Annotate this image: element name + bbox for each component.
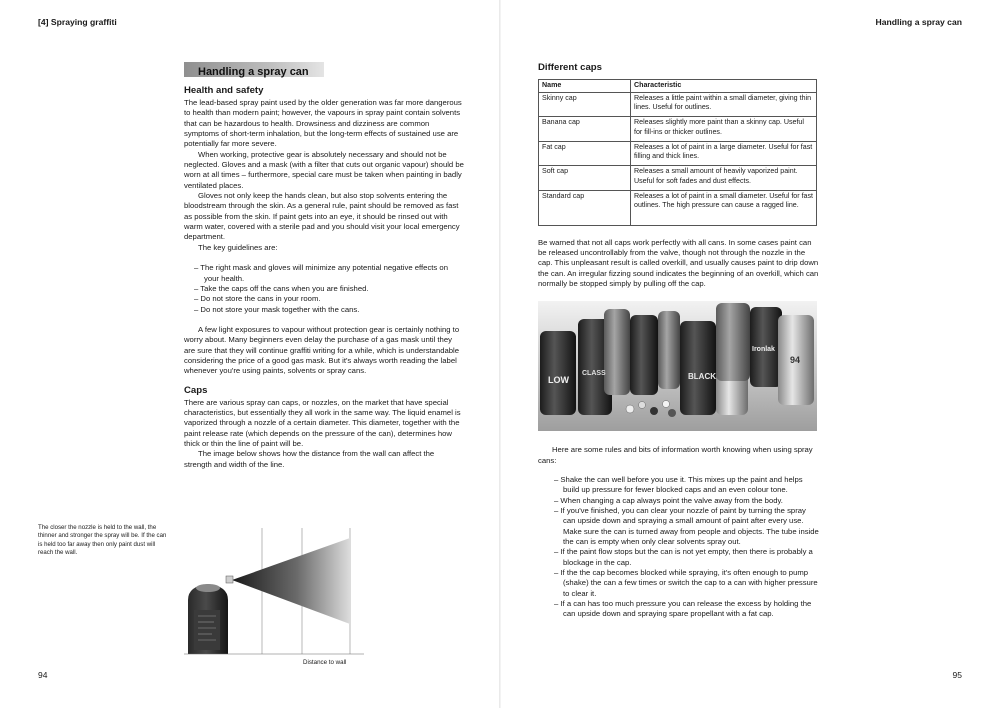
- page-number-right: 95: [952, 670, 962, 680]
- rules-intro: Here are some rules and bits of information worth knowing when using spray cans:: [538, 445, 813, 465]
- spray-cap: [663, 401, 670, 408]
- table-row: [539, 92, 817, 117]
- health-paragraph-1: The lead-based spray paint used by the older generation was far more dangerous to health than modern paint; however, the vapours in spray paint contain solvents that can be hazardous to health. Drowsiness and dizziness are common symptoms of short-term inhalation, but the long-term effects of sustained use are potentially far more severe.: [184, 98, 462, 149]
- spray-cap: [668, 409, 676, 417]
- caps-paragraph-2: The image below shows how the distance from the wall can affect the strength and width of the line.: [184, 449, 435, 469]
- table-row: [539, 141, 817, 166]
- table-row: [539, 190, 817, 225]
- guidelines-list: [184, 263, 464, 315]
- list-item: – If a can has too much pressure you can release the excess by holding the can upside down and spraying spare propellant with a fat cap.: [554, 599, 812, 619]
- diagram-caption: Distance to wall: [303, 659, 347, 666]
- can-label-black: BLACK: [688, 372, 716, 382]
- spray-cone: [232, 538, 350, 624]
- spray-can-6: [680, 321, 716, 415]
- column-header-characteristic: Characteristic: [631, 80, 817, 93]
- table-header-row: [539, 80, 817, 93]
- cap-name: Banana cap: [539, 117, 631, 142]
- cap-name: Standard cap: [539, 190, 631, 225]
- section-title-bar: [184, 62, 324, 77]
- spray-cap: [639, 402, 646, 409]
- list-item: – Do not store your mask together with the cans.: [194, 304, 360, 314]
- spray-distance-diagram: [184, 518, 364, 670]
- list-item: – When changing a cap always point the valve away from the body.: [554, 495, 783, 505]
- list-item: – Take the caps off the cans when you are finished.: [194, 283, 369, 293]
- can-label-94: 94: [790, 355, 801, 366]
- caps-table: [538, 79, 817, 226]
- can-shoulder: [196, 584, 220, 592]
- running-head-right: Handling a spray can: [875, 17, 962, 27]
- section-title: Handling a spray can: [198, 66, 309, 78]
- health-paragraph-4: A few light exposures to vapour without protection gear is certainly nothing to worry about. Many beginners even delay the purchase of a gas mask until they are sure that they will continue graffiti writing for a while, which is understandable considering the price of a good gas mask. But it's always worth reading the label whenever you're using paints, solvents or spray cans.: [184, 324, 460, 376]
- spray-can-8: [716, 303, 750, 381]
- different-caps-heading: Different caps: [538, 62, 602, 73]
- spray-can-1: [540, 331, 576, 415]
- table-row: [539, 166, 817, 191]
- caps-heading: Caps: [184, 384, 208, 396]
- health-heading: Health and safety: [184, 85, 264, 96]
- caps-paragraph-1: There are various spray can caps, or nozzles, on the market that have special characteristics, but essentially they all work in the same way. The liquid enamel is vaporized through a nozzle of a certain diameter. This diameter, together with the paint release rate (which depends on the pressure of the can), determines how thick or thin the line of paint will be.: [184, 397, 461, 448]
- left-page-column: [184, 62, 464, 470]
- can-label-low: LOW: [548, 375, 569, 386]
- cap-name: Skinny cap: [539, 92, 631, 117]
- spray-can-3: [604, 309, 630, 395]
- health-paragraph-2: When working, protective gear is absolutely necessary and should not be neglected. Gloves and a mask (with a filter that cuts out organic vapour) should be worn at all times – furthermore, special care must be taken when painting in badly ventilated places.: [184, 149, 464, 190]
- cap-name: Soft cap: [539, 166, 631, 191]
- spray-cap: [650, 407, 658, 415]
- health-paragraph-3: Gloves not only keep the hands clean, but also stop solvents entering the bloodstream through the skin. As a general rule, paint should be removed as fast as possible from the skin. If paint gets into an eye, it should be rinsed out with warm water, covered with a sterile pad and you should visit your local emergency department.: [184, 191, 460, 242]
- page-gutter: [499, 0, 501, 708]
- rules-list: [538, 475, 820, 620]
- spray-can-4: [630, 315, 658, 395]
- right-page-column: [538, 62, 820, 620]
- running-head-left: [4] Spraying graffiti: [38, 17, 117, 27]
- cap-name: Fat cap: [539, 141, 631, 166]
- table-row: [539, 117, 817, 142]
- list-item: – Shake the can well before you use it. This mixes up the paint and helps build up pressure for fewer blocked caps and an even colour tone.: [554, 474, 803, 495]
- cap-characteristic: Releases slightly more paint than a skinny cap. Useful for fill-ins or thicker outlines.: [631, 117, 817, 142]
- cap-characteristic: Releases a lot of paint in a large diameter. Useful for fast filling and thick lines.: [631, 141, 817, 166]
- list-item: – If the the cap becomes blocked while spraying, it's often enough to pump (shake) the can a few times or switch the cap to a can with higher pressure to clear it.: [554, 568, 818, 598]
- nozzle: [226, 576, 233, 583]
- diagram-sidenote: The closer the nozzle is held to the wall, the thinner and stronger the spray will be. If the can is held too far away then only paint dust will reach the wall.: [38, 524, 167, 556]
- cap-characteristic: Releases a little paint within a small diameter, giving thin lines. Useful for outlines.: [631, 92, 817, 117]
- page-number-left: 94: [38, 670, 48, 680]
- key-guidelines-intro: The key guidelines are:: [198, 242, 278, 252]
- spray-cans-photo: [538, 301, 817, 431]
- can-label-ironlak: Ironlak: [752, 346, 775, 354]
- column-header-name: Name: [539, 80, 631, 93]
- spray-can-5: [658, 311, 680, 389]
- list-item: – Do not store the cans in your room.: [194, 294, 321, 304]
- cap-characteristic: Releases a small amount of heavily vaporized paint. Useful for soft fades and dust effects.: [631, 166, 817, 191]
- list-item: – The right mask and gloves will minimize any potential negative effects on your health.: [194, 263, 448, 283]
- overkill-warning: Be warned that not all caps work perfectly with all cans. In some cases paint can be released uncontrollably from the valve, though not through the nozzle in the cap. This unpleasant result is called overkill, and usually causes paint to drip down the can. An irregular fizzing sound indicates the beginning of an overkill, which can normally be stopped simply by pulling off the cap.: [538, 237, 819, 288]
- list-item: – If the paint flow stops but the can is not yet empty, then there is probably a blockage in the cap.: [554, 547, 813, 567]
- spray-cap: [626, 405, 634, 413]
- cap-characteristic: Releases a lot of paint in a small diameter. Useful for fast outlines. The high pressure can cause a ragged line.: [631, 190, 817, 225]
- list-item: – If you've finished, you can clear your nozzle of paint by turning the spray can upside down and spraying a small amount of paint after every use. Make sure the can is turned away from people and objects. The tube inside the can is empty when only clear solvents spray out.: [554, 505, 819, 546]
- can-label-class: CLASS: [582, 370, 606, 378]
